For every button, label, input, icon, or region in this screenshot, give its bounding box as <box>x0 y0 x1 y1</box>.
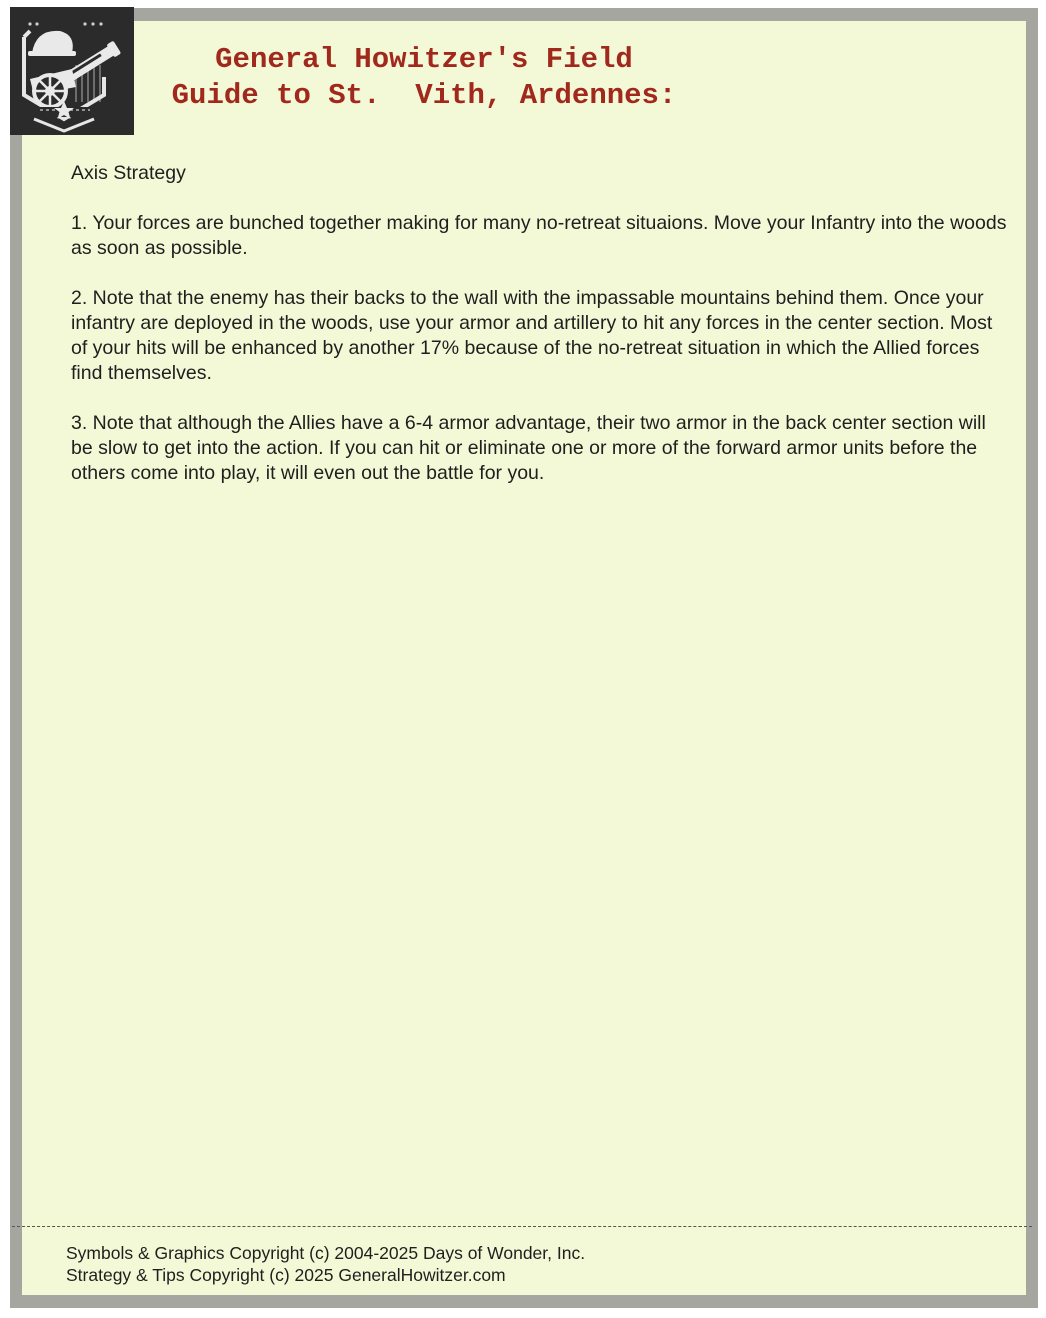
page-title <box>134 42 714 114</box>
footer-divider <box>12 1226 1032 1227</box>
howitzer-logo-icon <box>10 7 134 135</box>
strategy-paragraph-2: 2. Note that the enemy has their backs to the wall with the impassable mountains behind them. Once your infantry are deployed in the woods, use your armor and artillery to hit any forces in the center section. Most of your hits will be enhanced by another 17% because of the no-retreat situation in which the Allied forces find themselves. <box>71 287 993 384</box>
strategy-content <box>71 161 1011 511</box>
copyright-footer <box>66 1242 585 1286</box>
title-line-1: General Howitzer's Field <box>215 43 633 76</box>
title-line-2: Guide to St. Vith, Ardennes: <box>171 79 677 112</box>
section-heading: Axis Strategy <box>71 162 186 184</box>
copyright-line-1: Symbols & Graphics Copyright (c) 2004-2025 Days of Wonder, Inc. <box>66 1243 586 1263</box>
strategy-paragraph-3: 3. Note that although the Allies have a 6-4 armor advantage, their two armor in the back center section will be slow to get into the action. If you can hit or eliminate one or more of the forward armor units before the others come into play, it will even out the battle for you. <box>71 412 986 484</box>
copyright-line-2: Strategy & Tips Copyright (c) 2025 GeneralHowitzer.com <box>66 1265 506 1285</box>
strategy-paragraph-1: 1. Your forces are bunched together making for many no-retreat situaions. Move your Infantry into the woods as soon as possible. <box>71 212 1007 259</box>
